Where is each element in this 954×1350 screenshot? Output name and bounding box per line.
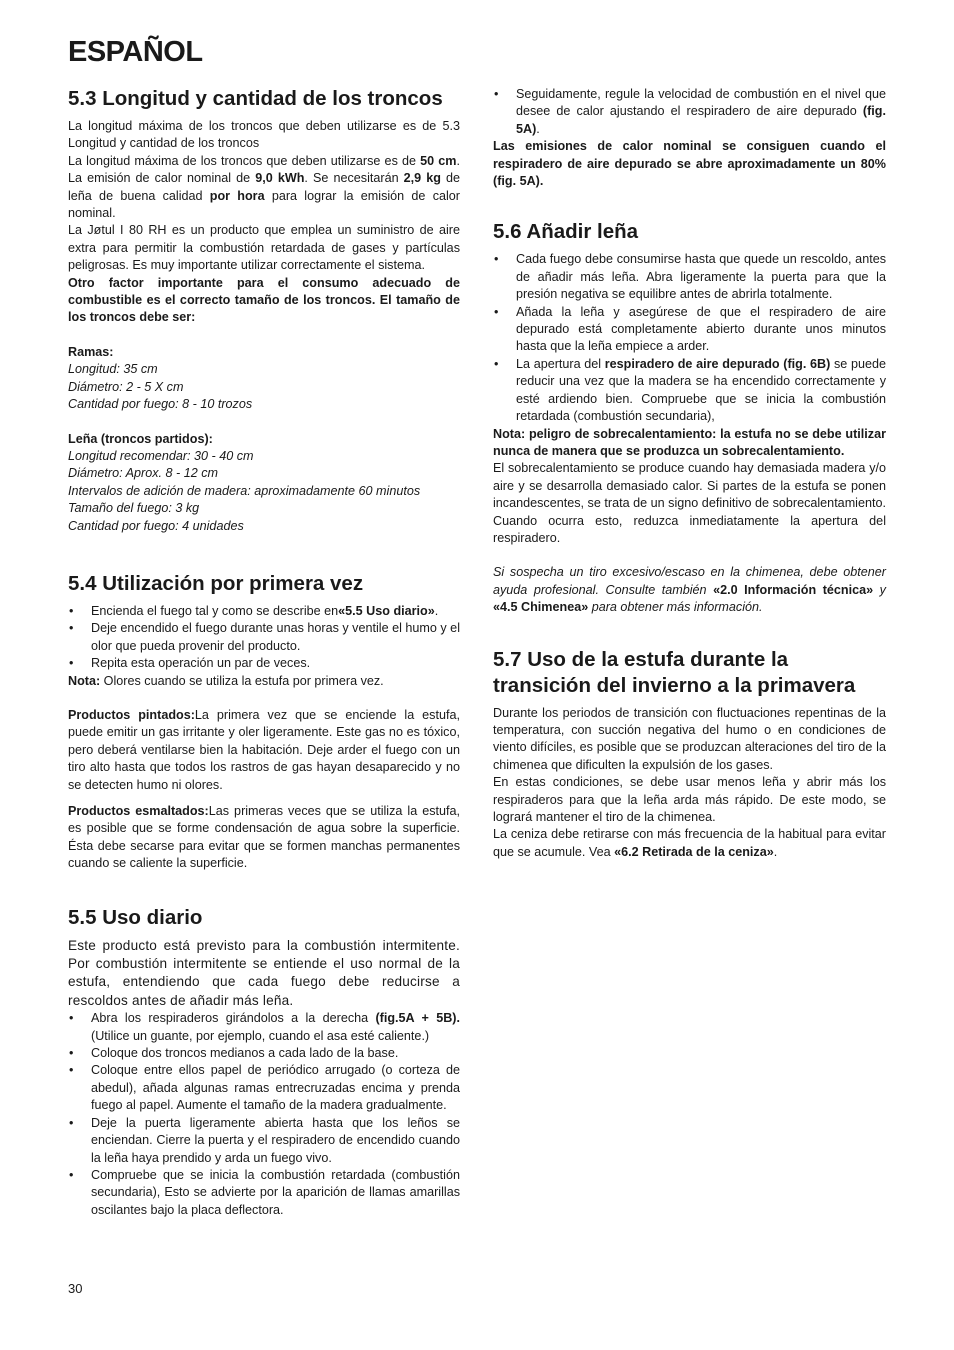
log-length: 50 cm	[420, 153, 457, 168]
section-5-7	[493, 647, 886, 862]
list-item: • Cada fuego debe consumirse hasta que quede un rescoldo, antes de añadir más leña. Abra ligeramente la puerta para que la presión negativa se equilibre antes de abrirla totalmente.	[493, 251, 886, 303]
section-5-7-heading: 5.7 Uso de la estufa durante la transición del invierno a la primavera	[493, 647, 856, 697]
text-run: Olores cuando se utiliza la estufa por primera vez.	[100, 673, 384, 688]
page-title: ESPAÑOL	[68, 36, 203, 68]
ramas-line: Cantidad por fuego: 8 - 10 trozos	[68, 397, 253, 412]
text-run: . La emisión de calor nominal de	[68, 153, 460, 186]
page-number: 30	[68, 1281, 83, 1296]
list-item: • Deje la puerta ligeramente abierta hasta que los leños se enciendan. Cierre la puerta y el respiradero de encendido cuando la leña haya prendido y arda un fuego vivo.	[68, 1115, 460, 1167]
figure-reference: respiradero de aire depurado (fig. 6B)	[604, 356, 831, 371]
section-5-6	[493, 219, 886, 616]
section-5-4-heading: 5.4 Utilización por primera vez	[68, 571, 364, 595]
bullet-list	[493, 86, 886, 138]
bullet-list	[68, 603, 460, 673]
left-column	[68, 86, 460, 1219]
text-run: para lograr la emisión de calor nominal.	[68, 188, 460, 221]
wood-amount: 2,9 kg	[403, 171, 441, 186]
list-item: • Deje encendido el fuego durante unas horas y ventile el humo y el olor que pueda provenir del producto.	[68, 620, 460, 655]
cross-reference: «4.5 Chimenea»	[493, 600, 589, 615]
text-run: Las primeras veces que se utiliza la estufa, es posible que se forme condensación de agua sobre la superficie. Ésta debe secarse para evitar que se formen manchas permanentes cuando se caliente la superficie.	[68, 804, 460, 871]
bullet-list	[493, 251, 886, 425]
bold-note	[493, 138, 886, 190]
overheat-warning	[493, 426, 886, 461]
text-run: y	[873, 582, 886, 597]
text-run: se puede reducir una vez que la madera se ha encendido correctamente y esté ardiendo bien. Compruebe que se inicia la combustión retardada (combustión secundaria),	[516, 356, 886, 424]
professional-help-note	[493, 564, 886, 616]
lena-line: Diámetro: Aprox. 8 - 12 cm	[68, 466, 219, 481]
enamelled-products	[68, 803, 460, 873]
section-5-5-heading: 5.5 Uso diario	[68, 905, 203, 929]
label: Ramas:	[68, 344, 114, 359]
list-item: • Coloque entre ellos papel de periódico arrugado (o corteza de abedul), añada algunas ramas entrecruzadas encima y prenda fuego al papel. Aumente el tamaño de la madera gradualmente.	[68, 1062, 460, 1114]
bold-text: Las emisiones de calor nominal se consiguen cuando el respiradero de aire depurado se abre aproximadamente un 80% (fig. 5A).	[493, 139, 886, 189]
list-item: • Repita esta operación un par de veces.	[68, 655, 460, 672]
lena-line: Longitud recomendar: 30 - 40 cm	[68, 448, 254, 463]
painted-products	[68, 707, 460, 794]
section-5-3-p2	[68, 153, 460, 223]
section-5-7-p1: Durante los periodos de transición con fluctuaciones repentinas de la temperatura, con succión negativa del humo o en condiciones de viento difíciles, es posible que se produzcan alteraciones del tiro de la chimenea que dificulten la expulsión de los gases.	[493, 705, 886, 772]
list-item: • Compruebe que se inicia la combustión retardada (combustión secundaria), Esto se advierte por la aparición de llamas amarillas oscilantes bajo la placa deflectora.	[68, 1167, 460, 1219]
section-5-3-p4	[68, 275, 460, 327]
lena-line: Intervalos de adición de madera: aproximadamente 60 minutos	[68, 483, 421, 498]
text-run: Si sospecha un tiro excesivo/escaso en la chimenea, debe obtener ayuda profesional. Consulte también	[493, 565, 886, 597]
list-item	[68, 603, 460, 620]
section-5-6-heading: 5.6 Añadir leña	[493, 220, 639, 244]
cross-reference: «6.2 Retirada de la ceniza»	[614, 844, 774, 859]
text-run: .	[434, 603, 439, 618]
label: Nota:	[68, 673, 101, 688]
per-hour: por hora	[209, 188, 265, 203]
text-run: (Utilice un guante, por ejemplo, cuando el asa esté caliente.)	[91, 1028, 430, 1043]
section-5-3-p3: La Jøtul I 80 RH es un producto que emplea un suministro de aire extra para permitir la combustión retardada de gases y partículas peligrosas. Es muy importante utilizar correctamente el sistema.	[68, 223, 460, 273]
text-run: Abra los respiraderos girándolos a la derecha	[91, 1011, 376, 1026]
bullet-list	[68, 1010, 460, 1219]
right-column	[493, 86, 886, 861]
lena-line: Cantidad por fuego: 4 unidades	[68, 518, 244, 533]
section-5-3-p1: La longitud máxima de los troncos que deben utilizarse es de 5.3 Longitud y cantidad de los troncos	[68, 119, 460, 151]
ramas-line: Longitud: 35 cm	[68, 362, 158, 377]
text-run: La apertura del	[516, 356, 605, 371]
text-run: Seguidamente, regule la velocidad de combustión en el nivel que desee de calor ajustando el respiradero de aire depurado	[516, 87, 886, 119]
section-5-5-lead: Este producto está previsto para la combustión intermitente. Por combustión intermitente se entiende el uso normal de la estufa, entendiendo que cada fuego debe reducirse a rescoldos antes de añadir más leña.	[68, 937, 460, 1008]
list-item	[68, 1010, 460, 1045]
label: Productos esmaltados:	[68, 804, 209, 818]
nominal-heat: 9,0 kWh	[255, 171, 305, 186]
text-run: de leña de buena calidad	[68, 171, 461, 203]
text-run: Encienda el fuego tal y como se describe en	[91, 603, 339, 618]
section-5-6-p1: El sobrecalentamiento se produce cuando hay demasiada madera y/o aire y se desarrolla demasiado calor. Si partes de la estufa se ponen incandescentes, se trata de un signo definitivo de sobrecalentamiento. Cuando ocurra esto, reduzca inmediatamente la apertura del respiradero.	[493, 461, 886, 545]
section-5-3	[68, 86, 460, 535]
section-5-3-heading: 5.3 Longitud y cantidad de los troncos	[68, 87, 443, 110]
label: Leña (troncos partidos):	[68, 431, 213, 446]
text-run: La primera vez que se enciende la estufa, puede emitir un gas irritante y oler ligeramente. Este gas no es tóxico, pero deberá ventilarse bien la habitación. Deje arder el fuego con un tiro alto hasta que todos los rastros de gas hayan desaparecido y no se detecten humo ni olores.	[68, 707, 460, 792]
list-item	[493, 86, 886, 138]
list-item: • Añada la leña y asegúrese de que el respiradero de aire depurado está completamente abierto durante unos minutos hasta que la leña empiece a arder.	[493, 304, 886, 356]
figure-reference: (fig.5A + 5B).	[375, 1011, 460, 1026]
lena-line: Tamaño del fuego: 3 kg	[68, 501, 200, 516]
text-run: . Se necesitarán	[304, 171, 404, 186]
cross-reference: «5.5 Uso diario»	[338, 603, 435, 618]
bold-note: Otro factor importante para el consumo adecuado de combustible es el correcto tamaño de los troncos. El tamaño de los troncos debe ser:	[68, 275, 460, 325]
lena-label	[68, 431, 460, 448]
label: Productos pintados:	[68, 707, 195, 722]
section-5-5	[68, 905, 460, 1220]
section-5-4	[68, 571, 460, 873]
section-5-7-p3	[493, 826, 886, 861]
text-run: .	[536, 121, 540, 136]
figure-reference: (fig. 5A)	[516, 104, 886, 136]
section-5-7-p2: En estas condiciones, se debe usar menos leña y abrir más los respiraderos para que la leña arda más rápido. De este modo, se logrará mantener el tiro de la chimenea.	[493, 775, 886, 824]
bold-text: Nota: peligro de sobrecalentamiento: la estufa no se debe utilizar nunca de manera que se produzca un sobrecalentamiento.	[493, 426, 886, 458]
text-run: La ceniza debe retirarse con más frecuencia de la habitual para evitar que se acumule. Vea	[493, 827, 886, 859]
nota	[68, 673, 460, 690]
text-run: .	[773, 844, 778, 859]
list-item: • Coloque dos troncos medianos a cada lado de la base.	[68, 1045, 460, 1062]
cross-reference: «2.0 Información técnica»	[713, 582, 874, 597]
list-item	[493, 356, 886, 426]
ramas-label	[68, 344, 460, 361]
text-run: para obtener más información.	[588, 600, 763, 615]
section-5-5-continued	[493, 86, 886, 190]
text-run: La longitud máxima de los troncos que deben utilizarse es de	[68, 153, 421, 168]
ramas-line: Diámetro: 2 - 5 X cm	[68, 379, 184, 394]
